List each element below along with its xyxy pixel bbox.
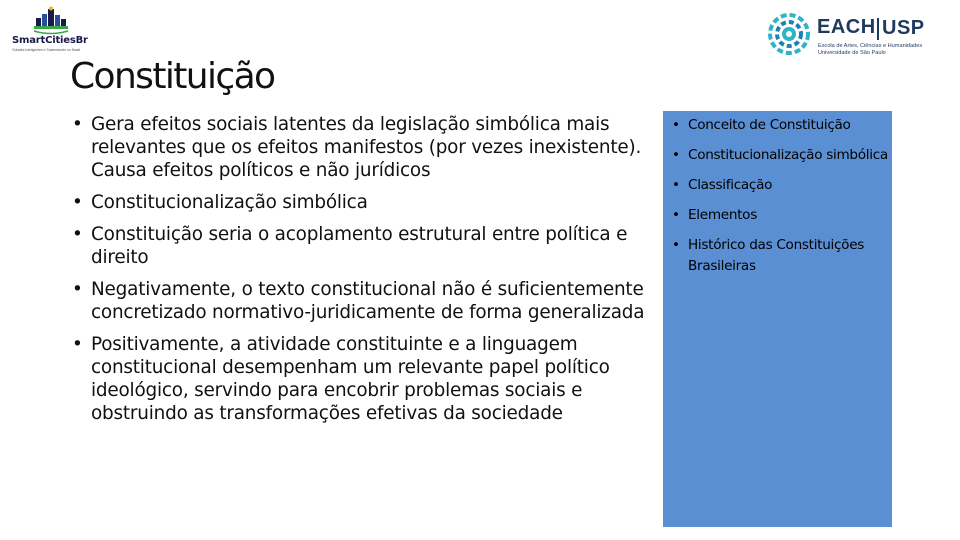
topics-list <box>672 115 890 286</box>
each-knot-icon <box>765 10 813 58</box>
each-subtitle <box>818 43 922 57</box>
page-title: Constituição <box>70 56 275 97</box>
each-usp-logo <box>765 8 955 60</box>
logo-divider <box>877 18 879 40</box>
usp-wordmark: USP <box>882 17 925 39</box>
smartcitiesbr-tagline: Cidades Inteligentes e Sustentáveis no Brasil <box>12 48 81 52</box>
smartcitiesbr-wordmark: SmartCitiesBr <box>12 35 88 46</box>
topic-item: • Conceito de Constituição <box>672 115 890 136</box>
smartcitiesbr-logo <box>10 4 94 54</box>
main-bullet-list <box>70 113 660 434</box>
bullet-item: • Negativamente, o texto constitucional não é suficientemente concretizado normativo-juridicamente de forma generalizada <box>70 278 660 324</box>
each-wordmark: EACH <box>817 16 876 38</box>
bullet-item: • Positivamente, a atividade constituinte e a linguagem constitucional desempenham um relevante papel político ideológico, servindo para encobrir problemas sociais e obstruindo as transformações efetivas da sociedade <box>70 333 660 425</box>
topic-item: • Constitucionalização simbólica <box>672 145 890 166</box>
bullet-item: • Constitucionalização simbólica <box>70 191 660 214</box>
topics-side-panel <box>663 111 892 527</box>
topic-item: • Elementos <box>672 205 890 226</box>
bullet-item: • Constituição seria o acoplamento estrutural entre política e direito <box>70 223 660 269</box>
each-subtitle-line: Escola de Artes, Ciências e Humanidades <box>818 43 923 49</box>
each-subtitle-line: Universidade de São Paulo <box>818 50 886 56</box>
topic-item: • Classificação <box>672 175 890 196</box>
topic-item: • Histórico das Constituições Brasileiras <box>672 235 890 277</box>
bullet-item: • Gera efeitos sociais latentes da legislação simbólica mais relevantes que os efeitos manifestos (por vezes inexistente). Causa efeitos políticos e não jurídicos <box>70 113 660 182</box>
smart-city-skyline-icon <box>32 6 70 36</box>
